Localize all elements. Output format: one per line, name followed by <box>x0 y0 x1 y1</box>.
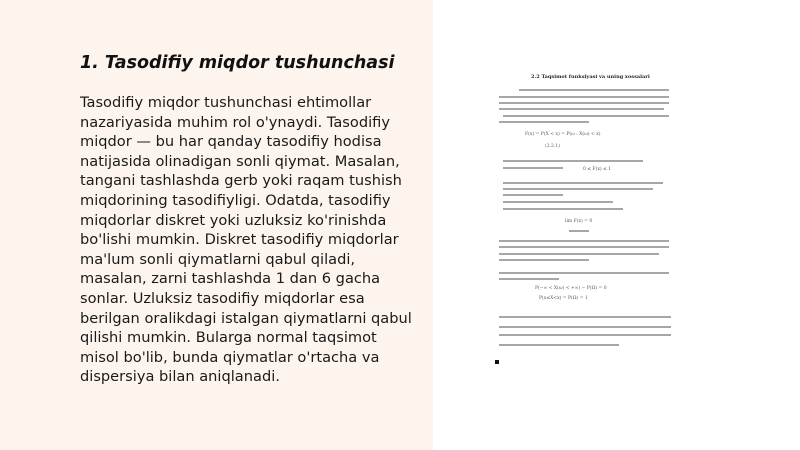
document-image-panel <box>433 0 800 450</box>
formula: P(−∞ < X(ω) < +∞) − P(Ω) = 0 <box>535 286 607 291</box>
text-line <box>499 344 619 346</box>
slide-body-text: Tasodifiy miqdor tushunchasi ehtimollar nazariyasida muhim rol o'ynaydi. Tasodifiy miqdor — bu har qanday tasodifiy hodisa natijasida olinadigan sonli qiymat. Masalan, tangani tashlashda gerb yoki raqam tushish miqdorining tasodifiyligi. Odatda, tasodifiy miqdorlar diskret yoki uzluksiz ko'rinishda bo'lishi mumkin. Diskret tasodifiy miqdorlar ma'lum sonli qiymatlarni qabul qiladi, masalan, zarni tashlashda 1 dan 6 gacha sonlar. Uzluksiz tasodifiy miqdorlar esa berilgan oralikdagi istalgan qiymatlarni qabul qilishi mumkin. Bularga normal taqsimot misol bo'lib, bunda qiymatlar o'rtacha va dispersiya bilan aniqlanadi. <box>80 94 412 386</box>
text-line <box>499 121 589 123</box>
text-line <box>499 246 669 248</box>
text-line <box>503 160 643 162</box>
text-line <box>503 115 669 117</box>
text-line <box>499 102 669 104</box>
text-line <box>503 167 563 169</box>
text-line <box>499 326 671 328</box>
text-line <box>499 240 669 242</box>
text-line <box>499 259 589 261</box>
text-line <box>499 278 559 280</box>
text-line <box>499 253 659 255</box>
text-line <box>499 96 669 98</box>
document-heading: 2.2 Taqsimot funksiyasi va uning xossalari <box>531 74 650 80</box>
text-line <box>503 201 613 203</box>
text-line <box>499 334 671 336</box>
formula: F(x) = P(X < x) = P(ω : X(ω) < x) <box>525 132 601 137</box>
formula: 0 ≤ F(x) ≤ 1 <box>583 167 612 172</box>
text-line <box>503 188 653 190</box>
text-line <box>499 272 669 274</box>
scanned-document-page <box>495 68 675 376</box>
text-line <box>569 230 589 232</box>
text-line <box>519 89 669 91</box>
text-line <box>499 108 664 110</box>
text-line <box>503 208 623 210</box>
text-line <box>503 182 663 184</box>
formula-number: (2.2.1) <box>545 144 560 149</box>
formula: lim F(x) = 0 <box>565 219 593 224</box>
formula: P(x≤X<x) = P(Ω) = 1 <box>539 296 588 301</box>
text-line <box>503 194 563 196</box>
end-of-proof-mark <box>495 360 499 364</box>
slide-title: 1. Tasodifiy miqdor tushunchasi <box>80 53 395 73</box>
text-line <box>499 316 671 318</box>
